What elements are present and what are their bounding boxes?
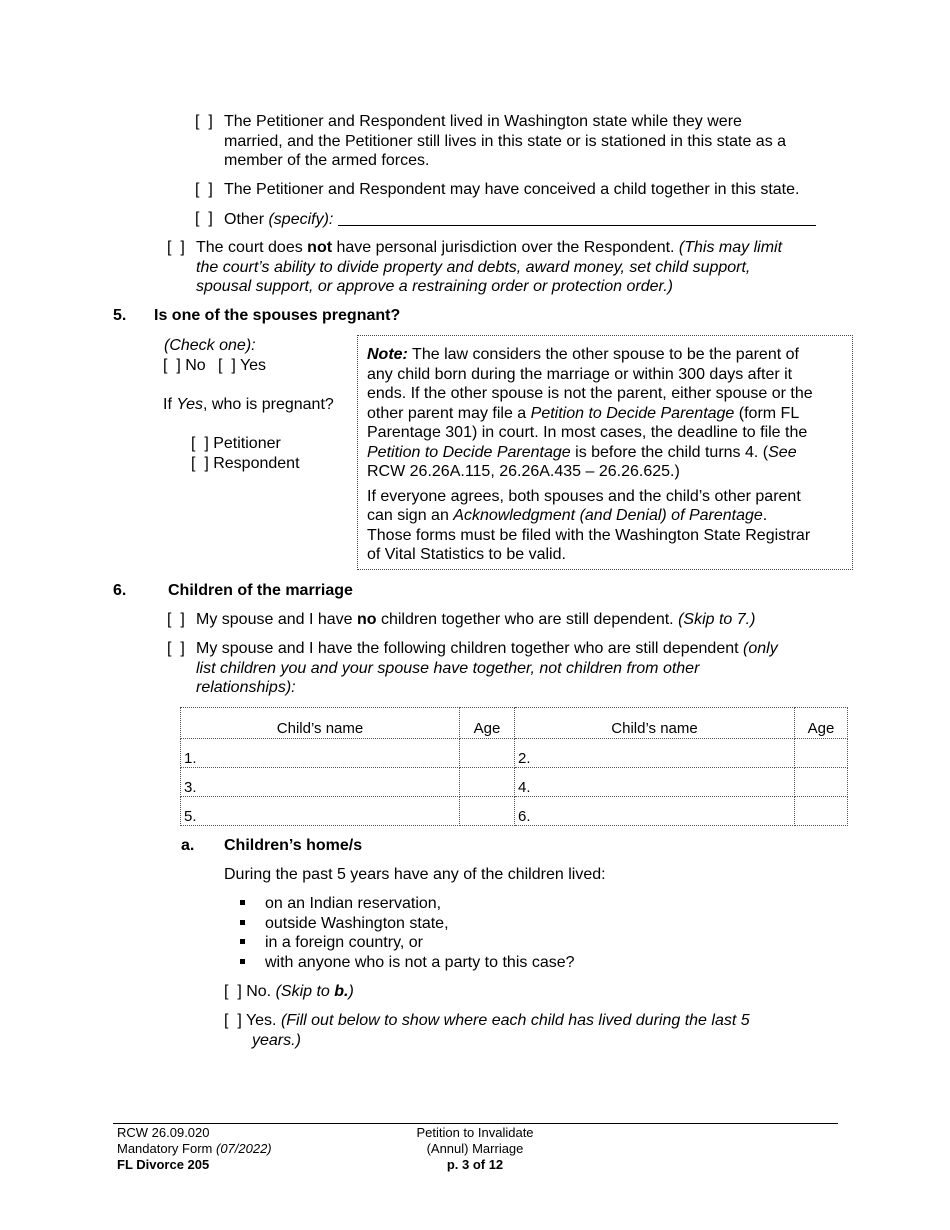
child-age-cell[interactable] — [795, 797, 848, 826]
option-no-children: My spouse and I have no children together who are still dependent. (Skip to 7.) — [196, 611, 756, 628]
col-header-age: Age — [460, 708, 515, 739]
child-age-cell[interactable] — [460, 797, 515, 826]
checkbox-pregnant-petitioner[interactable]: [ ] Petitioner — [191, 435, 281, 452]
child-name-cell[interactable]: 5. — [181, 797, 460, 826]
table-row — [181, 768, 848, 797]
table-row — [181, 739, 848, 768]
child-name-cell[interactable]: 4. — [515, 768, 795, 797]
checkbox-conceived-child[interactable]: [ ] — [195, 181, 213, 198]
bullet-icon — [240, 900, 245, 905]
checkbox-pregnant-respondent[interactable]: [ ] Respondent — [191, 455, 300, 472]
bullet-icon — [240, 959, 245, 964]
child-name-cell[interactable]: 3. — [181, 768, 460, 797]
table-row — [181, 797, 848, 826]
footer-left: RCW 26.09.020 Mandatory Form (07/2022) FL Divorce 205 — [117, 1125, 272, 1172]
subsection-a-title: Children’s home/s — [224, 837, 363, 854]
list-item: outside Washington state, — [265, 915, 449, 932]
option-lived-no[interactable]: [ ] No. (Skip to b.) — [224, 983, 354, 1000]
child-age-cell[interactable] — [795, 739, 848, 768]
bullet-icon — [240, 939, 245, 944]
col-header-age: Age — [795, 708, 848, 739]
footer-divider — [113, 1123, 838, 1124]
col-header-child-name: Child’s name — [181, 708, 460, 739]
section-6-title: Children of the marriage — [168, 582, 353, 599]
option-other: Other (specify): — [224, 209, 816, 230]
other-specify-field[interactable] — [338, 209, 816, 226]
checkbox-pregnant-no[interactable]: [ ] No — [163, 357, 206, 374]
checkbox-have-children[interactable]: [ ] — [167, 640, 185, 657]
checkbox-no-children[interactable]: [ ] — [167, 611, 185, 628]
parentage-note-box: Note: The law considers the other spouse to be the parent of any child born during the marriage or within 300 days after it ends. If the other spouse is not the parent, either spouse or the other parent may file a Petition to Decide Parentage (form FL Parentage 301) in court. In most cases, the deadline to file the Petition to Decide Parentage is before the child turns 4. (See RCW 26.26A.115, 26.26A.435 – 26.26.625.) If everyone agrees, both spouses and the child’s other parent can sign an Acknowledgment (and Denial) of Parentage. Those forms must be filed with the Washington State Registrar of Vital Statistics to be valid. — [357, 335, 853, 570]
subsection-a-letter: a. — [181, 837, 195, 854]
list-item: with anyone who is not a party to this case? — [265, 954, 575, 971]
child-age-cell[interactable] — [460, 739, 515, 768]
footer-center: Petition to Invalidate (Annul) Marriage p. 3 of 12 — [395, 1125, 555, 1173]
children-table-header — [181, 708, 848, 739]
col-header-child-name: Child’s name — [515, 708, 795, 739]
children-table — [180, 707, 848, 826]
option-lived-in-wa: The Petitioner and Respondent lived in Washington state while they were married, and the Petitioner still lives in this state or is stationed in this state as a member of the armed forces. — [224, 113, 787, 169]
section-5-title: Is one of the spouses pregnant? — [154, 307, 401, 324]
checkbox-pregnant-yes[interactable]: [ ] Yes — [218, 357, 267, 374]
section-5-number: 5. — [113, 307, 127, 324]
bullet-icon — [240, 920, 245, 925]
children-lived-intro: During the past 5 years have any of the children lived: — [224, 866, 606, 883]
option-no-jurisdiction: The court does not have personal jurisdiction over the Respondent. (This may limit the court’s ability to divide property and debts, award money, set child support, spousal support, or approve a restraining order or protection order.) — [196, 239, 783, 295]
page-number: p. 3 of 12 — [446, 1157, 504, 1172]
child-name-cell[interactable]: 6. — [515, 797, 795, 826]
list-item: in a foreign country, or — [265, 934, 424, 951]
child-age-cell[interactable] — [795, 768, 848, 797]
check-one-label: (Check one): — [164, 337, 256, 354]
child-age-cell[interactable] — [460, 768, 515, 797]
checkbox-other[interactable]: [ ] — [195, 210, 213, 227]
option-lived-yes[interactable]: [ ] Yes. (Fill out below to show where each child has lived during the last 5 years.) — [224, 1012, 750, 1049]
child-name-cell[interactable]: 2. — [515, 739, 795, 768]
option-have-children: My spouse and I have the following children together who are still dependent (only list children you and your spouse have together, not children from other relationships): — [196, 640, 778, 696]
checkbox-no-jurisdiction[interactable]: [ ] — [167, 239, 185, 256]
section-6-number: 6. — [113, 582, 127, 599]
if-yes-question: If Yes, who is pregnant? — [163, 396, 334, 413]
option-conceived-child: The Petitioner and Respondent may have conceived a child together in this state. — [224, 181, 800, 198]
list-item: on an Indian reservation, — [265, 895, 442, 912]
child-name-cell[interactable]: 1. — [181, 739, 460, 768]
checkbox-lived-in-wa[interactable]: [ ] — [195, 113, 213, 130]
